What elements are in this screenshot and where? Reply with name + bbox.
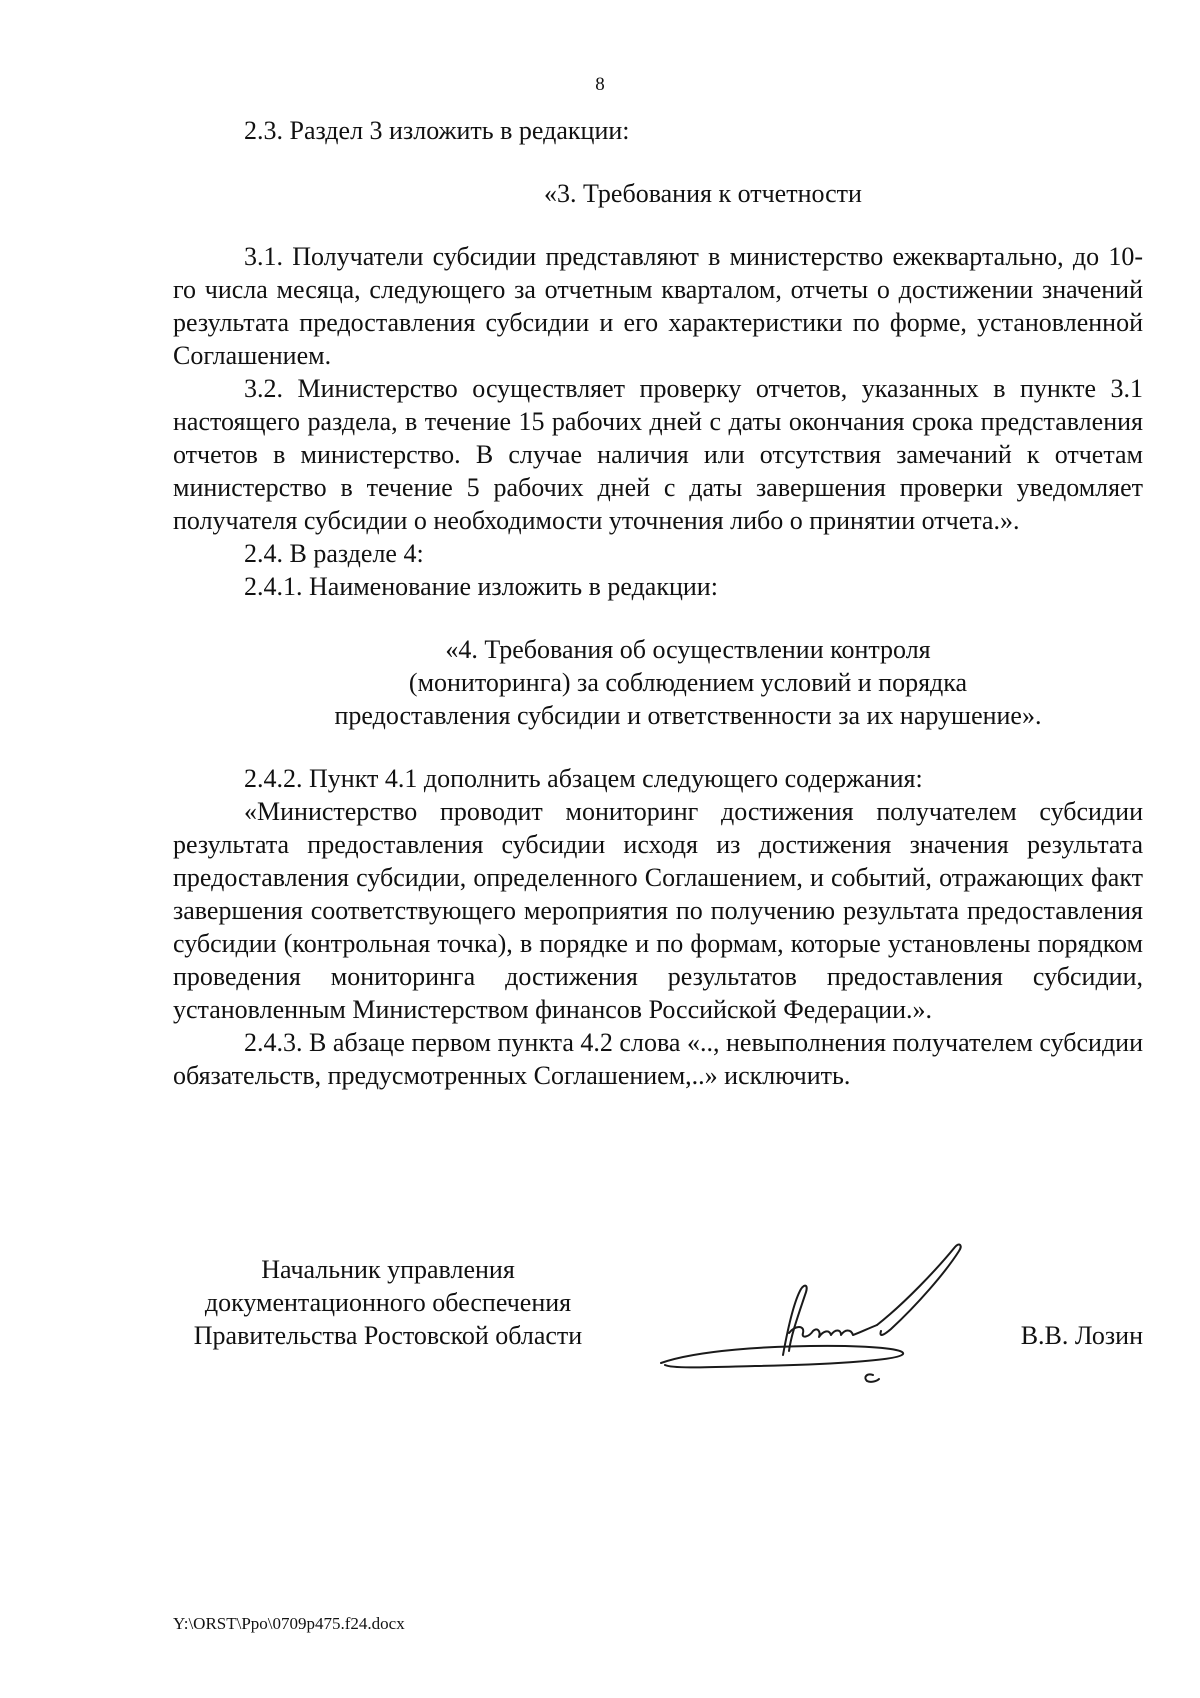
document-body [173,114,1143,1092]
section-3-heading: «3. Требования к отчетности [544,179,862,208]
section-4-heading-line-2: (мониторинга) за соблюдением условий и порядка [408,668,968,697]
quoted-paragraph: «Министерство проводит мониторинг достижения получателем субсидии результата предоставления субсидии исходя из достижения значения результата предоставления субсидии, определенного Соглашением, и событий, отражающих факт завершения соответствующего мероприятия по получению результата предоставления субсидии (контрольная точка), в порядке и по формам, которые установлены порядком проведения мониторинга достижения результатов предоставления субсидии, установленным Министерством финансов Российской Федерации.». [173,797,1143,1024]
signatory-name: В.В. Лозин [1020,1321,1143,1350]
signatory-title-line-2: документационного обеспечения [204,1288,572,1317]
signatory-title [173,1253,603,1352]
clause-2-3: 2.3. Раздел 3 изложить в редакции: [244,116,630,145]
clause-2-4-3: 2.4.3. В абзаце первом пункта 4.2 слова «.., невыполнения получателем субсидии обязательств, предусмотренных Соглашением,..» исключить. [173,1028,1143,1090]
section-4-heading [173,633,1143,732]
clause-3-1: 3.1. Получатели субсидии представляют в министерство ежеквартально, до 10-го числа месяца, следующего за отчетным кварталом, отчеты о достижении значений результата предоставления субсидии и его характеристики по форме, установленной Соглашением. [173,242,1143,370]
clause-2-4-1: 2.4.1. Наименование изложить в редакции: [244,572,718,601]
page-number: 8 [595,74,605,95]
clause-2-4: 2.4. В разделе 4: [244,539,424,568]
section-4-heading-line-1: «4. Требования об осуществлении контроля [445,635,931,664]
handwritten-signature [655,1233,975,1393]
section-4-heading-line-3: предоставления субсидии и ответственности за их нарушение». [334,701,1042,730]
signatory-title-line-3: Правительства Ростовской области [193,1321,583,1350]
footer-file-path: Y:\ORST\Ppo\0709p475.f24.docx [173,1614,405,1633]
signature-block [173,1253,1143,1403]
clause-3-2: 3.2. Министерство осуществляет проверку отчетов, указанных в пункте 3.1 настоящего раздела, в течение 15 рабочих дней с даты окончания срока представления отчетов в министерство. В случае наличия или отсутствия замечаний к отчетам министерство в течение 5 рабочих дней с даты завершения проверки уведомляет получателя субсидии о необходимости уточнения либо о принятии отчета.». [173,374,1143,535]
clause-2-4-2: 2.4.2. Пункт 4.1 дополнить абзацем следующего содержания: [244,764,923,793]
signatory-title-line-1: Начальник управления [261,1255,515,1284]
